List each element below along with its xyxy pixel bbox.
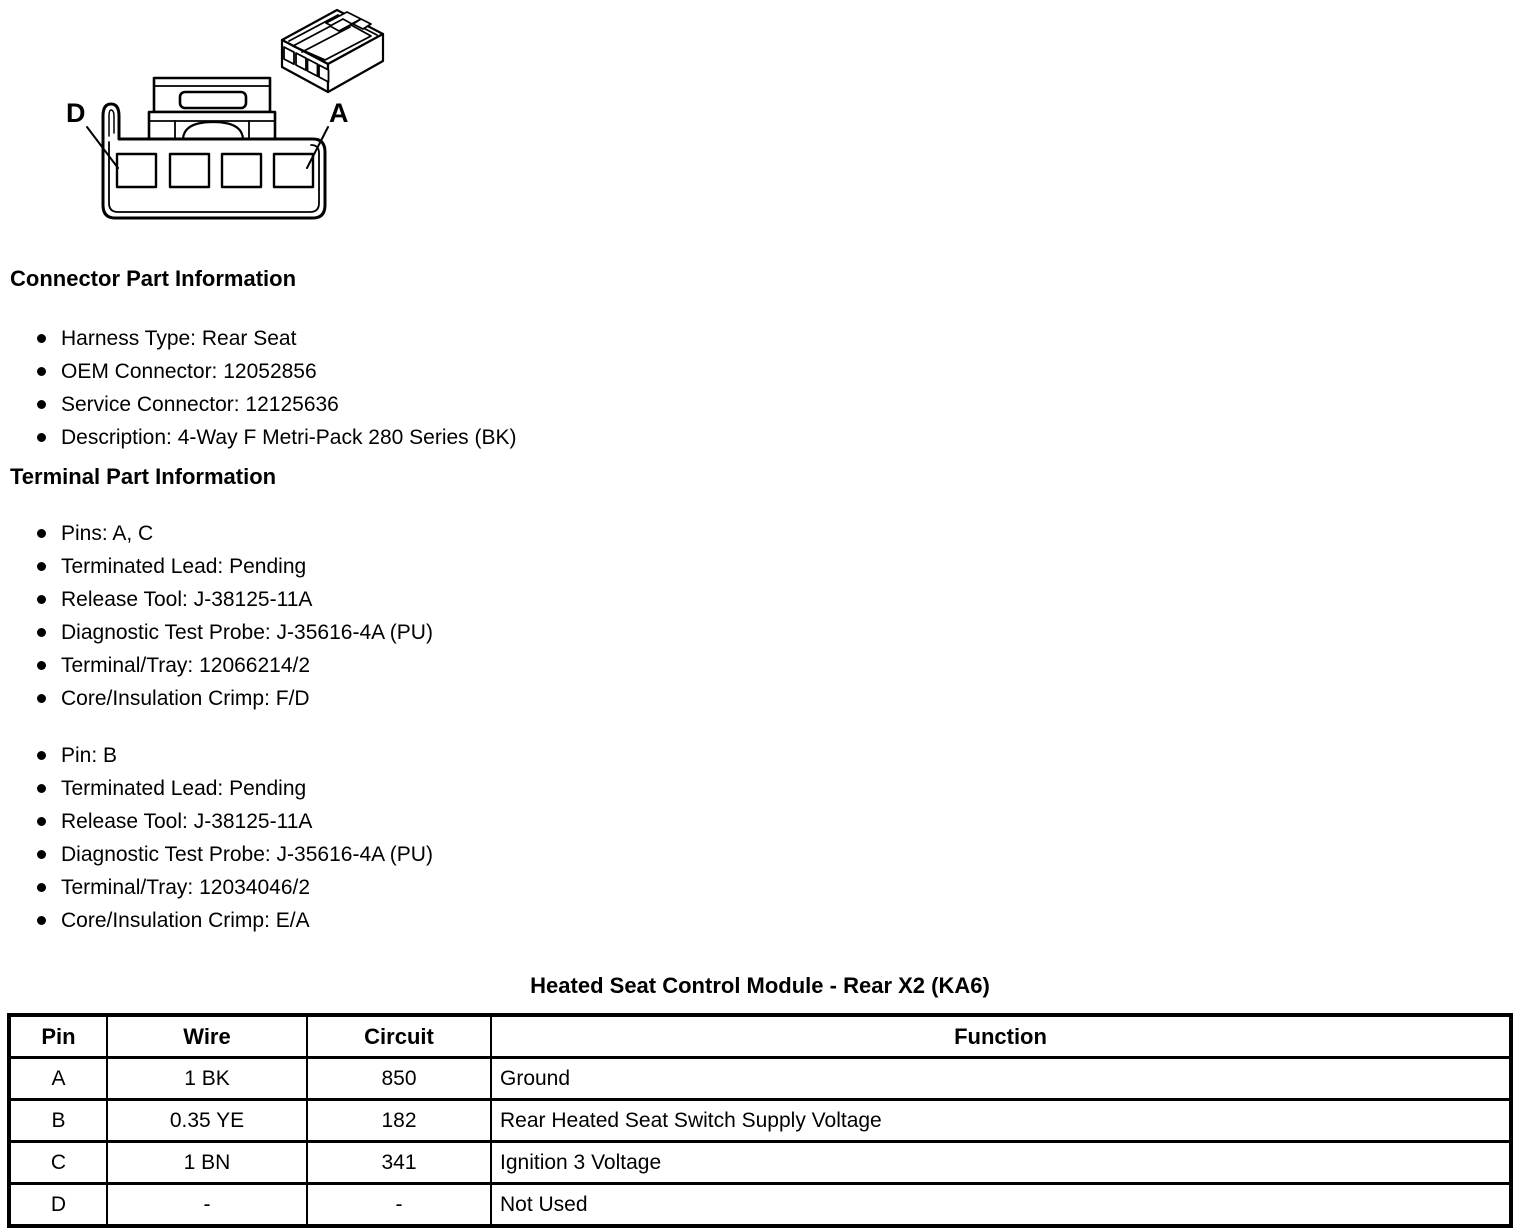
- column-header-pin: Pin: [9, 1015, 107, 1058]
- function-cell: Rear Heated Seat Switch Supply Voltage: [491, 1100, 1511, 1142]
- column-header-circuit: Circuit: [307, 1015, 491, 1058]
- cavity-c: [170, 154, 209, 187]
- list-item: Description: 4-Way F Metri-Pack 280 Series (BK): [36, 421, 1520, 454]
- pin-cell: B: [9, 1100, 107, 1142]
- pin-cell: A: [9, 1058, 107, 1100]
- pin-label-d: D: [66, 98, 86, 128]
- function-cell: Ground: [491, 1058, 1511, 1100]
- cavity-d: [117, 154, 156, 187]
- connector-drawing: [30, 0, 410, 250]
- cavity-a: [274, 154, 313, 187]
- pin-label-a: A: [329, 98, 349, 128]
- list-item: Terminal/Tray: 12066214/2: [36, 649, 1520, 682]
- connector-iso-view: [282, 10, 383, 92]
- table-row: [9, 1100, 1511, 1142]
- list-item: Diagnostic Test Probe: J-35616-4A (PU): [36, 616, 1520, 649]
- terminal-info-list-pins-ac: [36, 517, 1520, 715]
- circuit-cell: 341: [307, 1142, 491, 1184]
- connector-front-view: [87, 78, 328, 218]
- table-header-row: [9, 1015, 1511, 1058]
- table-row: [9, 1058, 1511, 1100]
- wire-cell: 1 BN: [107, 1142, 307, 1184]
- list-item: Diagnostic Test Probe: J-35616-4A (PU): [36, 838, 1520, 871]
- connector-part-info-heading: Connector Part Information: [10, 266, 297, 291]
- circuit-cell: 850: [307, 1058, 491, 1100]
- cavity-b: [222, 154, 261, 187]
- connector-part-info-list: [36, 322, 1520, 454]
- list-item: Release Tool: J-38125-11A: [36, 583, 1520, 616]
- table-row: [9, 1142, 1511, 1184]
- list-item: Pin: B: [36, 739, 1520, 772]
- connector-diagram: [0, 0, 1520, 250]
- function-cell: Not Used: [491, 1184, 1511, 1227]
- column-header-wire: Wire: [107, 1015, 307, 1058]
- list-item: Terminated Lead: Pending: [36, 550, 1520, 583]
- wire-cell: -: [107, 1184, 307, 1227]
- pin-function-table: [7, 1013, 1513, 1228]
- terminal-part-info-heading: Terminal Part Information: [10, 464, 277, 490]
- circuit-cell: -: [307, 1184, 491, 1227]
- wire-cell: 1 BK: [107, 1058, 307, 1100]
- terminal-info-list-pin-b: [36, 739, 1520, 937]
- function-cell: Ignition 3 Voltage: [491, 1142, 1511, 1184]
- list-item: Terminal/Tray: 12034046/2: [36, 871, 1520, 904]
- list-item: Core/Insulation Crimp: F/D: [36, 682, 1520, 715]
- pin-cell: C: [9, 1142, 107, 1184]
- wire-cell: 0.35 YE: [107, 1100, 307, 1142]
- column-header-function: Function: [491, 1015, 1511, 1058]
- list-item: Core/Insulation Crimp: E/A: [36, 904, 1520, 937]
- list-item: Release Tool: J-38125-11A: [36, 805, 1520, 838]
- list-item: OEM Connector: 12052856: [36, 355, 1520, 388]
- pin-table-title: Heated Seat Control Module - Rear X2 (KA6): [530, 972, 990, 998]
- list-item: Service Connector: 12125636: [36, 388, 1520, 421]
- pin-cell: D: [9, 1184, 107, 1227]
- circuit-cell: 182: [307, 1100, 491, 1142]
- list-item: Harness Type: Rear Seat: [36, 322, 1520, 355]
- table-row: [9, 1184, 1511, 1227]
- list-item: Terminated Lead: Pending: [36, 772, 1520, 805]
- list-item: Pins: A, C: [36, 517, 1520, 550]
